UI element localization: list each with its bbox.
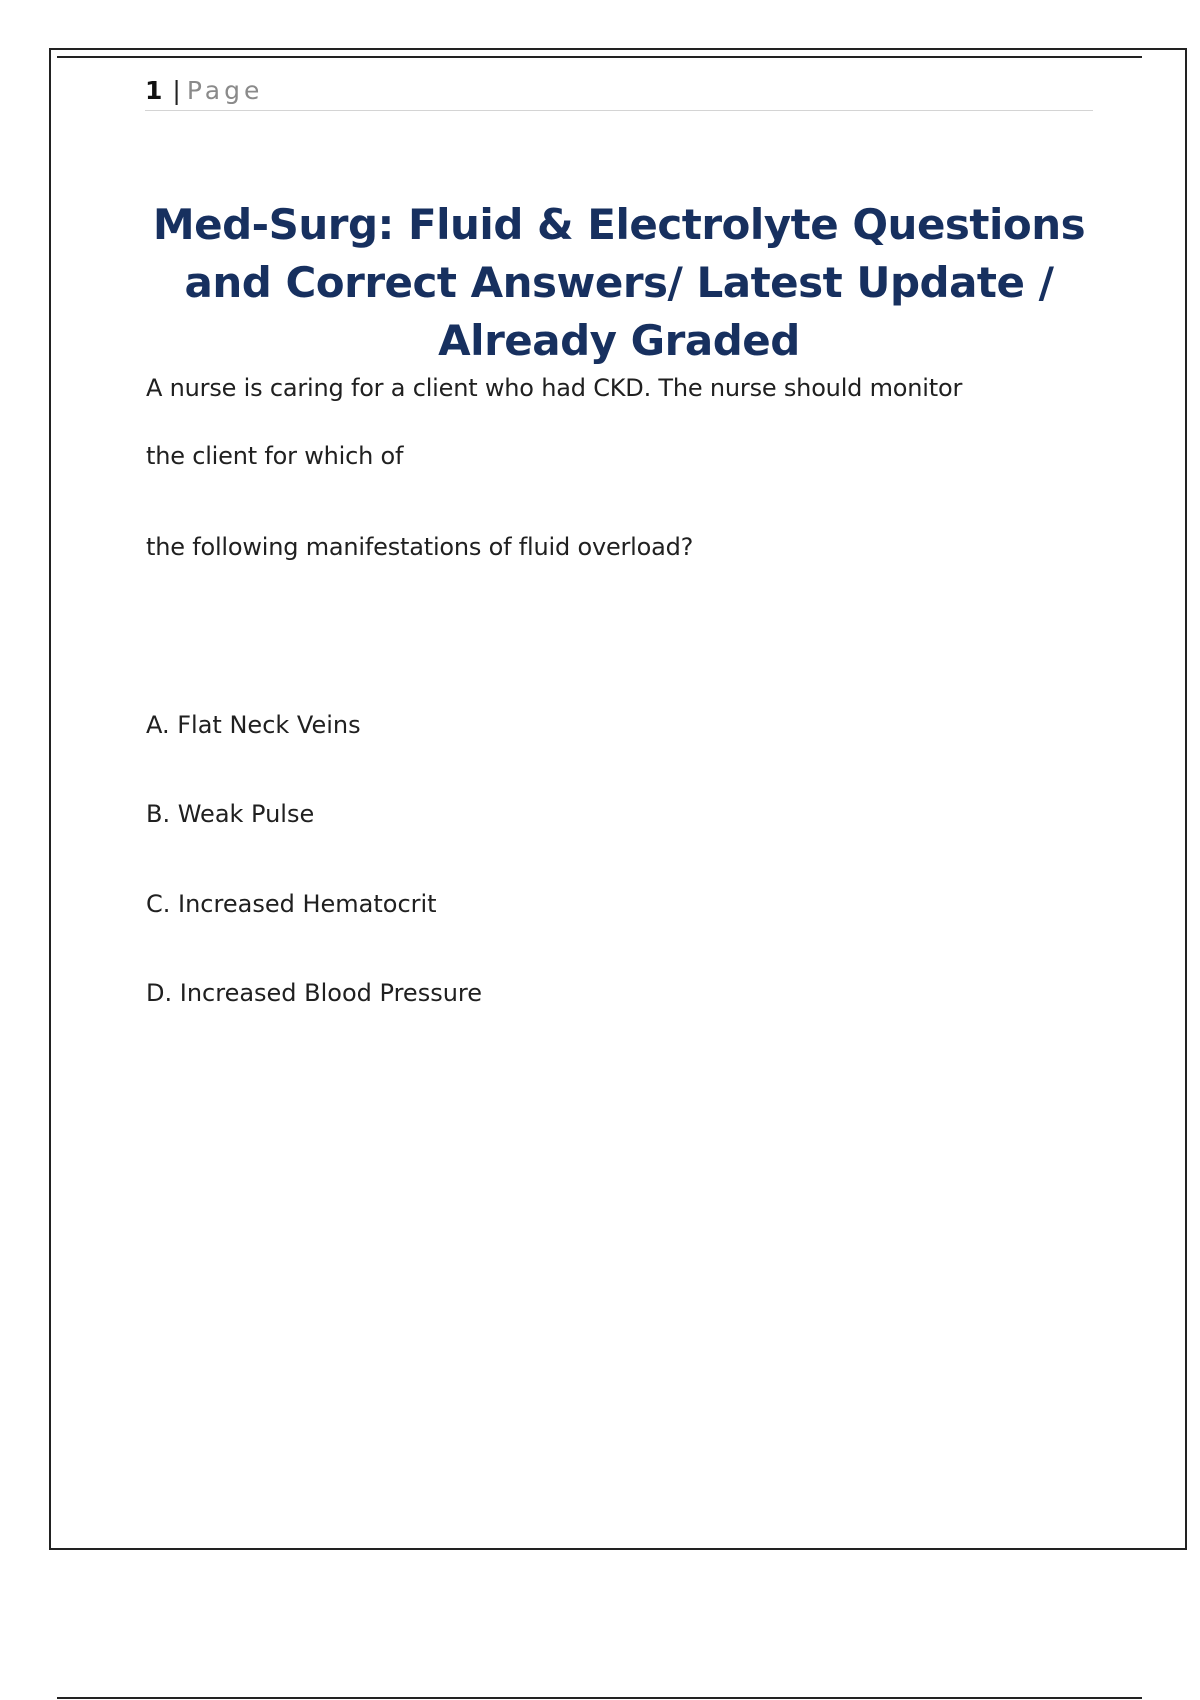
question-line: A nurse is caring for a client who had CKD. The nurse should monitor (146, 374, 963, 402)
page-label: Page (186, 76, 264, 105)
page-separator: | (172, 76, 181, 105)
question-line: the following manifestations of fluid overload? (146, 533, 694, 561)
document-title: Med-Surg: Fluid & Electrolyte Questions and Correct Answers/ Latest Update / Already Graded (152, 200, 1086, 365)
answer-option-d: D. Increased Blood Pressure (146, 979, 483, 1007)
page-number: 1 (145, 76, 163, 105)
answer-option-a: A. Flat Neck Veins (146, 711, 361, 739)
question-line: the client for which of (146, 442, 404, 470)
bottom-rule (57, 1697, 1142, 1699)
page-header (145, 72, 1093, 111)
answer-option-c: C. Increased Hematocrit (146, 890, 437, 918)
top-rule (57, 56, 1142, 58)
answer-option-b: B. Weak Pulse (146, 800, 315, 828)
